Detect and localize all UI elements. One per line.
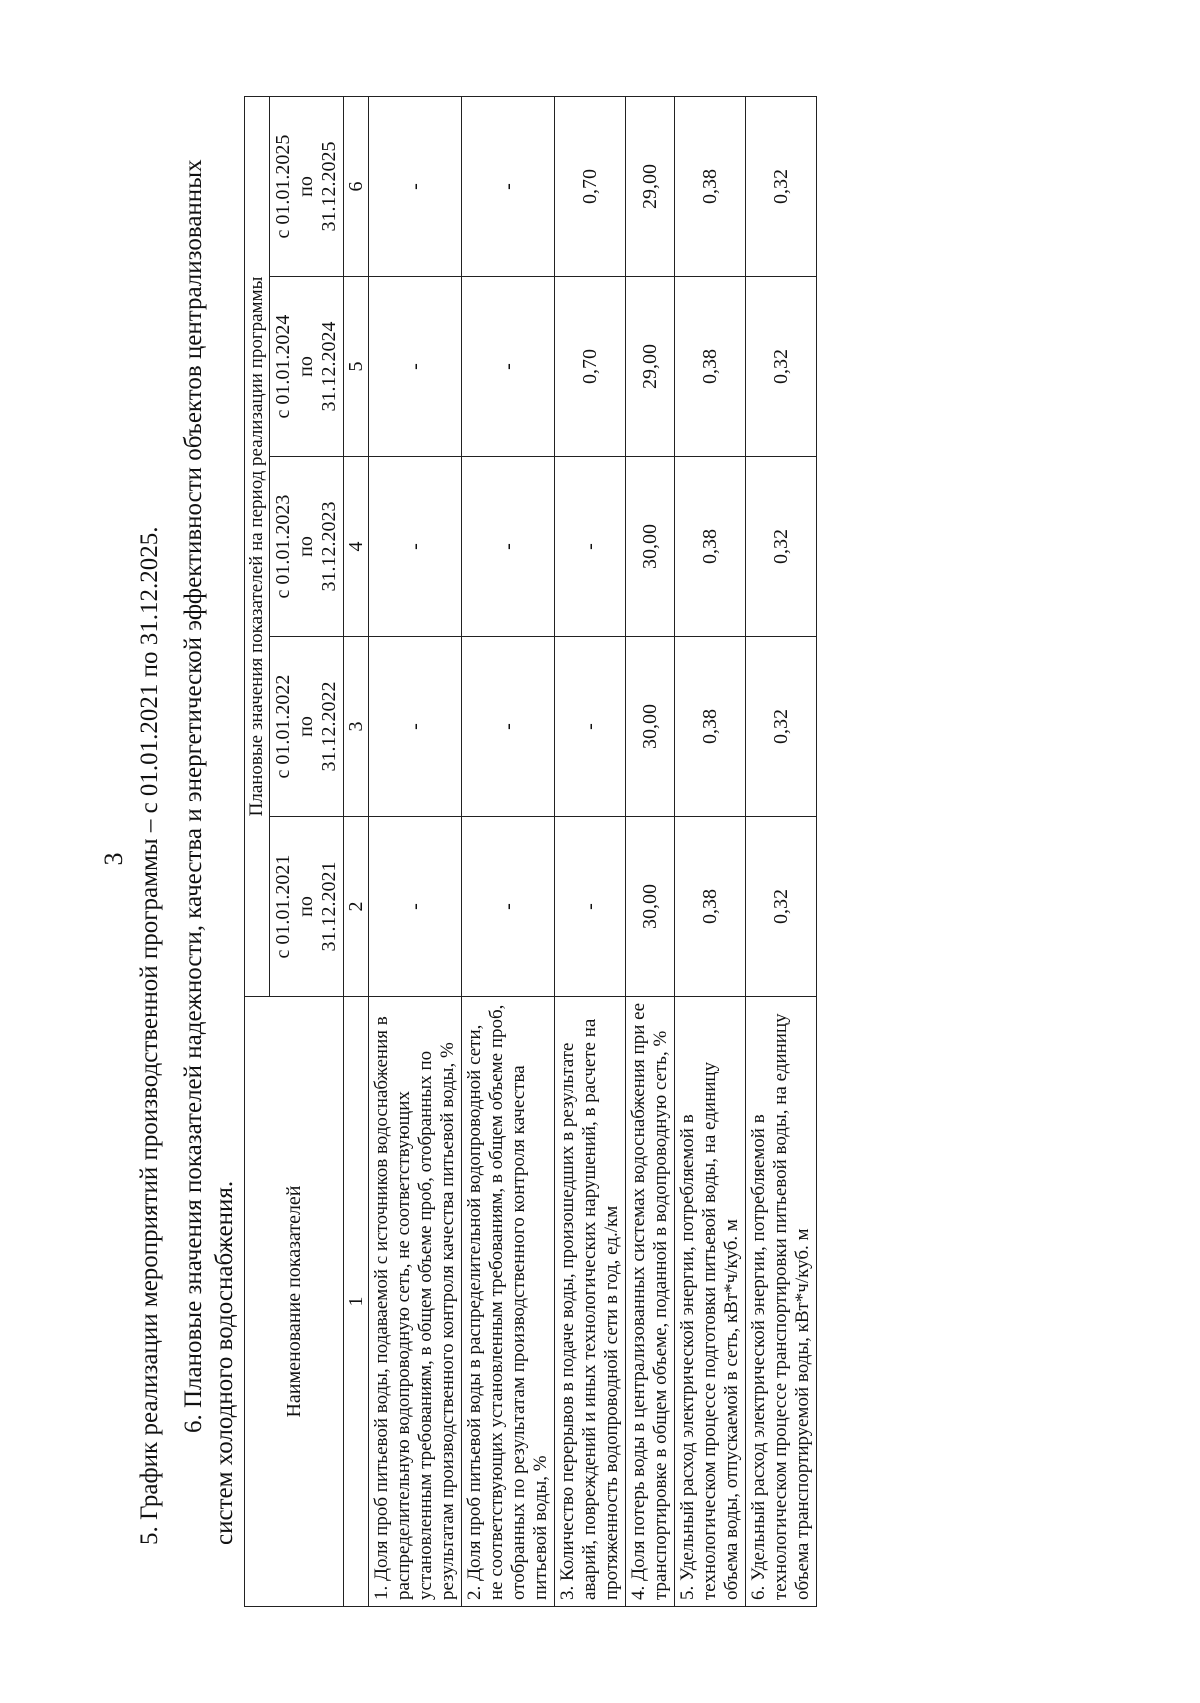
period-header	[270, 817, 344, 997]
indicator-value: 0,38	[675, 97, 746, 277]
indicator-value: 30,00	[626, 637, 675, 817]
column-number-row	[344, 97, 369, 1607]
column-number: 5	[344, 277, 369, 457]
period-from: с 01.01.2025	[272, 134, 294, 239]
period-po: по	[295, 896, 317, 917]
indicator-value: 0,32	[746, 457, 817, 637]
indicator-name: 2. Доля проб питьевой воды в распределительной водопроводной сети, не соответствующих установленным требованиям, в общем объеме проб, отобранных по результатам производственного контроля качества питьевой воды, %	[462, 997, 555, 1607]
name-column-header: Наименование показателей	[245, 997, 344, 1607]
table-row	[746, 97, 817, 1607]
indicator-value: -	[369, 277, 462, 457]
indicator-value: -	[462, 457, 555, 637]
period-po: по	[295, 716, 317, 737]
page-number: 3	[99, 852, 128, 866]
column-number: 3	[344, 637, 369, 817]
section-6-heading-line-1: 6. Плановые значения показателей надежности, качества и энергетической эффективности объектов централизованных	[180, 159, 207, 1433]
indicator-value: 0,32	[746, 637, 817, 817]
table-row	[626, 97, 675, 1607]
column-number: 6	[344, 97, 369, 277]
indicator-name: 5. Удельный расход электрической энергии, потребляемой в технологическом процессе подготовки питьевой воды, на единицу объема воды, отпускаемой в сеть, кВт*ч/куб. м	[675, 997, 746, 1607]
indicator-value: -	[462, 277, 555, 457]
period-to: 31.12.2022	[318, 681, 340, 772]
table-row	[462, 97, 555, 1607]
indicator-value: 30,00	[626, 457, 675, 637]
indicator-value: -	[462, 637, 555, 817]
indicator-value: -	[555, 637, 626, 817]
period-from: с 01.01.2022	[272, 674, 294, 779]
period-po: по	[295, 356, 317, 377]
indicator-value: 0,32	[746, 817, 817, 997]
indicator-value: -	[369, 817, 462, 997]
column-number: 2	[344, 817, 369, 997]
section-5-heading: 5. График реализации мероприятий производственной программы – с 01.01.2021 по 31.12.2025.	[136, 526, 163, 1545]
section-6-heading	[178, 115, 240, 1545]
period-to: 31.12.2024	[318, 321, 340, 412]
period-from: с 01.01.2021	[272, 854, 294, 959]
indicator-value: -	[369, 637, 462, 817]
indicators-table	[244, 96, 817, 1607]
period-from: с 01.01.2024	[272, 314, 294, 419]
indicator-value: 0,38	[675, 457, 746, 637]
section-6-heading-line-2: систем холодного водоснабжения.	[211, 1180, 238, 1545]
period-to: 31.12.2025	[318, 141, 340, 232]
indicator-value: -	[555, 817, 626, 997]
period-header	[270, 97, 344, 277]
indicator-name: 3. Количество перерывов в подаче воды, произошедших в результате аварий, повреждений и иных технологических нарушений, в расчете на протяженность водопроводной сети в год, ед./км	[555, 997, 626, 1607]
column-number: 4	[344, 457, 369, 637]
period-header	[270, 277, 344, 457]
table-row	[555, 97, 626, 1607]
period-header	[270, 457, 344, 637]
indicator-value: 0,32	[746, 277, 817, 457]
indicator-name: 1. Доля проб питьевой воды, подаваемой с источников водоснабжения в распределительную водопроводную сеть, не соответствующих установленным требованиям, в общем объеме проб, отобранных по результатам производственного контроля качества питьевой воды, %	[369, 997, 462, 1607]
period-header	[270, 637, 344, 817]
indicator-value: 0,32	[746, 97, 817, 277]
column-number: 1	[344, 997, 369, 1607]
indicator-value: -	[369, 97, 462, 277]
indicator-value: 29,00	[626, 97, 675, 277]
table-header-row-1	[245, 97, 270, 1607]
indicator-value: 29,00	[626, 277, 675, 457]
indicator-value: 0,70	[555, 277, 626, 457]
indicator-value: 0,38	[675, 637, 746, 817]
indicator-value: -	[462, 97, 555, 277]
rotated-page-content	[0, 67, 1200, 1607]
period-from: с 01.01.2023	[272, 494, 294, 599]
plan-values-group-header: Плановые значения показателей на период реализации программы	[245, 97, 270, 997]
indicator-value: -	[462, 817, 555, 997]
indicator-value: 0,38	[675, 277, 746, 457]
indicator-value: 30,00	[626, 817, 675, 997]
indicator-name: 4. Доля потерь воды в централизованных системах водоснабжения при ее транспортировке в общем объеме, поданной в водопроводную сеть, %	[626, 997, 675, 1607]
period-to: 31.12.2023	[318, 501, 340, 592]
table-row	[369, 97, 462, 1607]
indicator-value: -	[369, 457, 462, 637]
period-po: по	[295, 536, 317, 557]
indicator-value: 0,38	[675, 817, 746, 997]
indicator-value: 0,70	[555, 97, 626, 277]
period-po: по	[295, 176, 317, 197]
table-row	[675, 97, 746, 1607]
period-to: 31.12.2021	[318, 861, 340, 952]
indicator-value: -	[555, 457, 626, 637]
indicator-name: 6. Удельный расход электрической энергии, потребляемой в технологическом процессе транспортировки питьевой воды, на единицу объема транспортируемой воды, кВт*ч/куб. м	[746, 997, 817, 1607]
